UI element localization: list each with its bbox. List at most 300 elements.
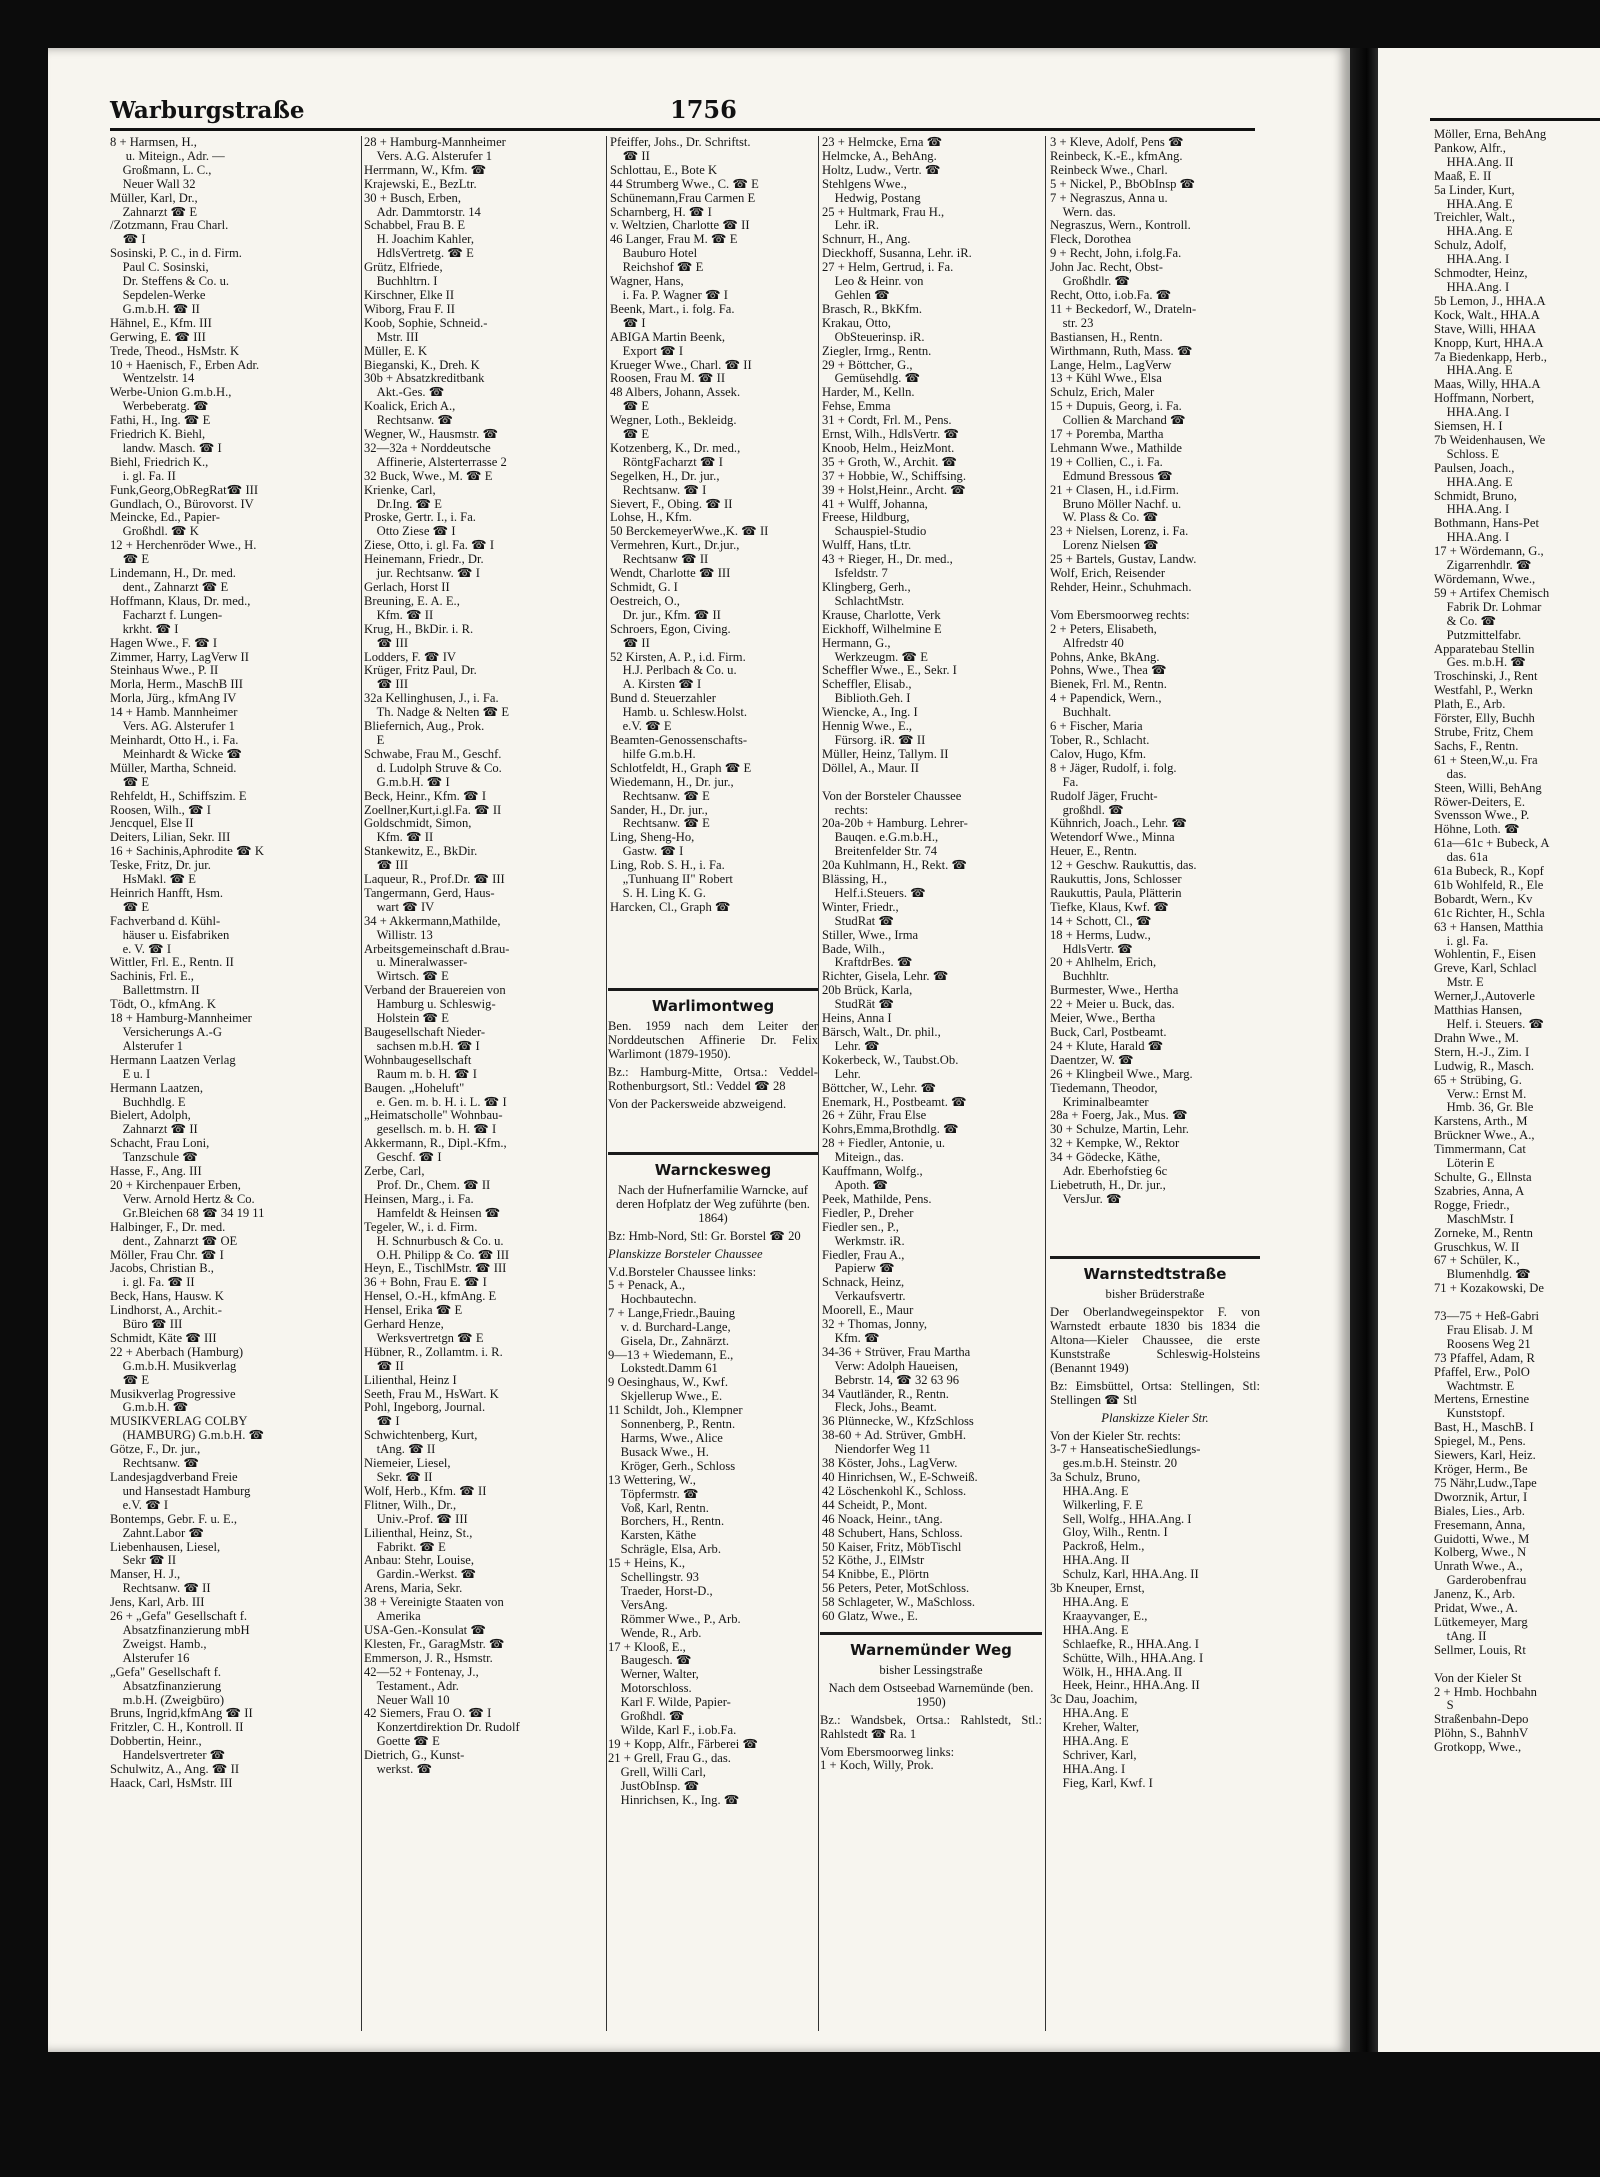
directory-entry: 12 + Herchenröder Wwe., H. <box>110 539 257 553</box>
directory-entry: Facharzt f. Lungen- <box>110 608 223 622</box>
directory-entry: Eickhoff, Wilhelmine E <box>822 622 942 636</box>
directory-entry: 28 + Fiedler, Antonie, u. <box>822 1137 946 1151</box>
directory-entry: Harms, Wwe., Alice <box>608 1431 723 1445</box>
directory-entry: Rechtsanw. ☎ <box>364 414 454 428</box>
directory-entry: Helf. i. Steuers. ☎ <box>1434 1018 1545 1031</box>
directory-entry: HHA.Ang. E <box>1050 1595 1129 1609</box>
directory-entry: SchlachtMstr. <box>822 594 905 608</box>
directory-entry: Werner, Walter, <box>608 1668 699 1682</box>
section-plan: Planskizze Kieler Str. <box>1101 1411 1209 1425</box>
directory-entry: dent., Zahnarzt ☎ OE <box>110 1234 238 1248</box>
directory-entry: Manser, H. J., <box>110 1568 181 1582</box>
directory-column-2 <box>364 136 604 2036</box>
directory-entry: Tober, R., Schlacht. <box>1050 733 1150 747</box>
directory-entry: VersJur. ☎ <box>1050 1192 1122 1206</box>
directory-entry: Apparatebau Stellin <box>1434 642 1535 656</box>
directory-entry: 32 Buck, Wwe., M. ☎ E <box>364 469 493 483</box>
directory-entry: Krajewski, E., BezLtr. <box>364 177 477 191</box>
directory-entry: Kfm. ☎ II <box>364 831 434 845</box>
directory-entry: Baugesellschaft Nieder- <box>364 1026 486 1039</box>
directory-entry: Rechtsanw. ☎ E <box>610 789 710 803</box>
directory-entry: ABIGA Martin Beenk, <box>610 330 726 344</box>
directory-entry: Motorschloss. <box>608 1682 692 1696</box>
directory-entry: Mertens, Ernestine <box>1434 1393 1530 1407</box>
directory-entry: 58 Schlageter, W., MaSchloss. <box>822 1596 976 1610</box>
directory-entry: 9 + Recht, John, i.folg.Fa. <box>1050 247 1182 261</box>
directory-entry: ☎ III <box>364 636 409 650</box>
section-entries <box>608 1279 818 1807</box>
directory-entry: Geschf. ☎ I <box>364 1151 442 1165</box>
directory-entry: Niendorfer Weg 11 <box>822 1443 931 1457</box>
directory-entry: Zigarrenhdlr. ☎ <box>1434 559 1532 573</box>
directory-entry: Raukuttis, Paula, Plätterin <box>1050 886 1182 900</box>
directory-entry: H. Joachim Kahler, <box>364 233 475 247</box>
directory-entry: Lütkemeyer, Marg <box>1434 1615 1528 1629</box>
directory-entry: Dworznik, Artur, I <box>1434 1490 1528 1504</box>
directory-entry: Wende, R., Arb. <box>608 1626 702 1640</box>
directory-entry: Janenz, K., Arb. <box>1434 1588 1516 1602</box>
directory-entry: Ziese, Otto, i. gl. Fa. ☎ I <box>364 539 495 553</box>
directory-entry: Hennig Wwe., E., <box>822 720 913 734</box>
directory-entry: Müller, Martha, Schneid. <box>110 761 237 775</box>
directory-entry: Miteign., das. <box>822 1151 904 1165</box>
directory-entry: str. 23 <box>1050 316 1094 330</box>
directory-entry: Fachverband d. Kühl- <box>110 914 221 928</box>
directory-entry: Ziegler, Irmg., Rentn. <box>822 344 932 358</box>
directory-entry: /Zotzmann, Frau Charl. <box>110 219 229 233</box>
directory-entry: Bobardt, Wern., Kv <box>1434 892 1533 906</box>
directory-entry: Tödt, O., kfmAng. K <box>110 998 216 1012</box>
directory-entry: 32 + Thomas, Jonny, <box>822 1318 928 1332</box>
directory-entry: Lange, Helm., LagVerw <box>1050 358 1172 372</box>
directory-entry: Hamb. u. Schlesw.Holst. <box>610 706 748 720</box>
directory-entry: Gundlach, O., Bürovorst. IV <box>110 497 254 511</box>
directory-entry: Kröger, Gerh., Schloss <box>608 1459 736 1473</box>
directory-entry: Arbeitsgemeinschaft d.Brau- <box>364 942 510 956</box>
directory-entry: Müller, E. K <box>364 344 428 358</box>
directory-entry: werkst. ☎ <box>364 1763 433 1777</box>
directory-entry: Fiedler, Frau A., <box>822 1248 905 1262</box>
directory-entry: 22 + Meier u. Buck, das. <box>1050 998 1175 1012</box>
directory-entry: 61c Richter, H., Schla <box>1434 906 1545 920</box>
directory-entry: Schnurr, H., Ang. <box>822 233 911 247</box>
directory-entry: 42—52 + Fontenay, J., <box>364 1665 479 1679</box>
directory-entry: Bast, H., MaschB. I <box>1434 1421 1534 1435</box>
directory-entry: Liebetruth, H., Dr. jur., <box>1050 1178 1166 1192</box>
column-rule <box>606 136 607 2031</box>
directory-entry: Collien & Marchand ☎ <box>1050 414 1186 428</box>
directory-entry: Holtz, Ludw., Vertr. ☎ <box>822 163 941 177</box>
directory-entry: Harder, M., Kelln. <box>822 386 915 400</box>
directory-entry: Th. Nadge & Nelten ☎ E <box>364 706 510 720</box>
directory-entry: Höhne, Loth. ☎ <box>1434 823 1520 837</box>
directory-entry: O.H. Philipp & Co. ☎ III <box>364 1248 510 1262</box>
directory-entry: Zimmer, Harry, LagVerw II <box>110 650 249 664</box>
directory-entry: USA-Gen.-Konsulat ☎ <box>364 1623 487 1637</box>
directory-entry: Vers. AG. Alsterufer 1 <box>110 720 235 734</box>
directory-entry: 27 + Helm, Gertrud, i. Fa. <box>822 261 954 275</box>
directory-entry: Biales, Lies., Arb. <box>1434 1504 1525 1518</box>
directory-entry: H.J. Perlbach & Co. u. <box>610 664 737 678</box>
directory-entry: Buchhalt. <box>1050 706 1112 720</box>
directory-entry: Spiegel, M., Pens. <box>1434 1435 1526 1449</box>
directory-entry: Treichler, Walt., <box>1434 211 1516 225</box>
directory-entry: Zoellner,Kurt,i.gl.Fa. ☎ II <box>364 803 502 817</box>
directory-entry: 31 + Cordt, Frl. M., Pens. <box>822 414 952 428</box>
directory-entry: Blässing, H., <box>822 873 888 887</box>
directory-entry: Zweigst. Hamb., <box>110 1637 207 1651</box>
directory-entry: Rechtsanw. ☎ E <box>610 817 710 831</box>
directory-entry: 20 + Kirchenpauer Erben, <box>110 1178 241 1192</box>
directory-entry: tAng. ☎ II <box>364 1443 436 1457</box>
directory-entry: Buchhdlg. E <box>110 1095 186 1109</box>
directory-entry: Sosinski, P. C., in d. Firm. <box>110 247 242 261</box>
directory-entry: Krüger, Fritz Paul, Dr. <box>364 664 477 678</box>
directory-entry: KraftdrBes. ☎ <box>822 956 913 970</box>
directory-entry: 30 + Busch, Erben, <box>364 191 461 205</box>
directory-entry: ☎ II <box>610 636 650 650</box>
directory-entry: Heinrich Hanfft, Hsm. <box>110 886 224 900</box>
directory-entry: 48 Schubert, Hans, Schloss. <box>822 1526 963 1540</box>
directory-entry: Mstr. III <box>364 330 419 344</box>
directory-entry: 7 + Lange,Friedr.,Bauing <box>608 1306 736 1320</box>
directory-entry: Wohlentin, F., Eisen <box>1434 948 1536 962</box>
directory-entry: Garderobenfrau <box>1434 1574 1527 1588</box>
directory-entry: 9—13 + Wiedemann, E., <box>608 1348 734 1362</box>
directory-entry: Lilienthal, Heinz, St., <box>364 1526 473 1540</box>
directory-entry: Knoob, Helm., HeizMont. <box>822 441 955 455</box>
directory-entry: Kohrs,Emma,Brothdlg. ☎ <box>822 1123 959 1137</box>
directory-entry: Edmund Bressous ☎ <box>1050 469 1173 483</box>
directory-entry: Matthias Hansen, <box>1434 1004 1523 1018</box>
directory-entry: 24 + Klute, Harald ☎ <box>1050 1039 1164 1053</box>
directory-entry: Pfeiffer, Johs., Dr. Schriftst. <box>610 136 751 149</box>
directory-entry: Jens, Karl, Arb. III <box>110 1596 205 1610</box>
directory-entry: Bielert, Adolph, <box>110 1109 191 1123</box>
directory-entry: Vom Ebersmoorweg rechts: <box>1050 608 1190 622</box>
section-note: Von der Packersweide abzweigend. <box>608 1097 787 1111</box>
directory-entry: Papierw ☎ <box>822 1262 895 1276</box>
directory-entry: Schellingstr. 93 <box>608 1571 699 1585</box>
directory-entry: 60 Glatz, Wwe., E. <box>822 1610 918 1624</box>
directory-entry: Willistr. 13 <box>364 928 433 942</box>
section-entries <box>1050 1443 1260 1791</box>
directory-entry: Ling, Rob. S. H., i. Fa. <box>610 859 725 873</box>
directory-entry: Möller, Erna, BehAng <box>1434 128 1547 141</box>
section-meta: Bz: Hmb-Nord, Stl: Gr. Borstel ☎ 20 <box>608 1229 801 1243</box>
directory-entry: ☎ E <box>110 553 150 567</box>
directory-entry: Hermann Laatzen, <box>110 1081 204 1095</box>
directory-entry: Kolberg, Wwe., N <box>1434 1546 1527 1560</box>
directory-entry: HHA.Ang. I <box>1434 253 1510 267</box>
directory-entry: W. Plass & Co. ☎ <box>1050 511 1159 525</box>
directory-entry: Leo & Heinr. von <box>822 275 924 289</box>
directory-entry: Lilienthal, Heinz I <box>364 1373 457 1387</box>
directory-entry: Beamten-Genossenschafts- <box>610 733 748 747</box>
directory-entry: Zorneke, M., Rentn <box>1434 1226 1533 1240</box>
directory-entry: Siemsen, H. I <box>1434 420 1503 434</box>
directory-entry: Buchhltrn. I <box>364 275 438 289</box>
directory-entry: Gr.Bleichen 68 ☎ 34 19 11 <box>110 1206 265 1220</box>
directory-entry: Hermann Laatzen Verlag <box>110 1053 236 1067</box>
directory-entry: ☎ I <box>610 316 646 330</box>
section-description: Der Oberlandwegeinspektor F. von Warnstedt erbaute 1830 bis 1834 die Altona—Kieler Chaussee, die erste Kunststraße Schleswig-Holsteins (Benannt 1949) <box>1050 1305 1260 1375</box>
directory-entry: Roosen, Wilh., ☎ I <box>110 803 212 817</box>
section-title: Warnstedtstraße <box>1083 1265 1227 1283</box>
directory-entry: RöntgFacharzt ☎ I <box>610 455 723 469</box>
section-description: Nach der Hufnerfamilie Warncke, auf deren Hofplatz der Weg zuführte (ben. 1864) <box>616 1183 810 1225</box>
directory-entry: 34 + Akkermann,Mathilde, <box>364 914 501 928</box>
directory-entry: Bauburo Hotel <box>610 247 698 261</box>
directory-entry: großhdl. ☎ <box>1050 803 1124 817</box>
directory-column-5 <box>1050 136 1260 1246</box>
directory-entry: „Heimatscholle" Wohnbau- <box>364 1109 503 1123</box>
directory-entry: Karl F. Wilde, Papier- <box>608 1696 731 1710</box>
directory-entry: 32a Kellinghusen, J., i. Fa. <box>364 692 499 706</box>
directory-entry: Absatzfinanzierung <box>110 1679 222 1693</box>
directory-entry: Lehr. <box>822 1067 861 1081</box>
directory-entry: Ballettmstrn. II <box>110 984 200 998</box>
directory-entry: 52 Kirsten, A. P., i.d. Firm. <box>610 650 746 664</box>
directory-entry: Teske, Fritz, Dr. jur. <box>110 859 211 873</box>
directory-entry: Schulz, Karl, HHA.Ang. II <box>1050 1568 1199 1582</box>
directory-entry: Brückner Wwe., A., <box>1434 1129 1535 1143</box>
directory-entry: 18 + Hamburg-Mannheimer <box>110 1012 252 1026</box>
directory-entry: Fieg, Karl, Kwf. I <box>1050 1776 1153 1790</box>
directory-entry: 5b Lemon, J., HHA.A <box>1434 294 1546 308</box>
directory-entry: 23 + Helmcke, Erna ☎ <box>822 136 943 149</box>
directory-entry: Alfredstr 40 <box>1050 636 1124 650</box>
directory-entry: v. d. Burchard-Lange, <box>608 1320 731 1334</box>
directory-entry: Großmann, L. C., <box>110 163 212 177</box>
directory-entry: 26 + Klingbeil Wwe., Marg. <box>1050 1067 1193 1081</box>
directory-entry: Packroß, Helm., <box>1050 1540 1145 1554</box>
directory-entry: 28 + Hamburg-Mannheimer <box>364 136 506 149</box>
directory-entry: 34 Vautländer, R., Rentn. <box>822 1387 949 1401</box>
directory-entry: Freese, Hildburg, <box>822 511 910 525</box>
directory-column-4 <box>822 136 1044 1626</box>
directory-entry: Helmcke, A., BehAng. <box>822 149 937 163</box>
directory-entry: Schulwitz, A., Ang. ☎ II <box>110 1763 240 1777</box>
directory-entry: HdlsVertretg. ☎ E <box>364 247 474 261</box>
directory-entry: 28a + Foerg, Jak., Mus. ☎ <box>1050 1109 1188 1123</box>
directory-entry: Hoffmann, Klaus, Dr. med., <box>110 594 251 608</box>
directory-entry: 54 Knibbe, E., Plörtn <box>822 1568 930 1582</box>
directory-entry: 61 + Steen,W.,u. Fra <box>1434 753 1538 767</box>
section-title: Warnckesweg <box>654 1161 772 1179</box>
directory-entry: Wolf, Erich, Reisender <box>1050 567 1166 581</box>
directory-entry: Schulz, Erich, Maler <box>1050 386 1155 400</box>
directory-entry: HHA.Ang. E <box>1050 1707 1129 1721</box>
directory-entry: 56 Peters, Peter, MotSchloss. <box>822 1582 970 1596</box>
directory-entry: Stehlgens Wwe., <box>822 177 907 191</box>
directory-entry: Otto Ziese ☎ I <box>364 525 456 539</box>
page-number: 1756 <box>670 95 737 124</box>
directory-entry: 50 Kaiser, Fritz, MöbTischl <box>822 1540 962 1554</box>
directory-entry: Bliefernich, Aug., Prok. <box>364 720 485 734</box>
directory-entry: 75 Nähr,Ludw.,Tape <box>1434 1476 1537 1490</box>
directory-entry: Hedwig, Postang <box>822 191 921 205</box>
directory-entry: 15 + Dupuis, Georg, i. Fa. <box>1050 400 1182 414</box>
directory-entry: Wagner, Hans, <box>610 275 684 289</box>
directory-entry: Heuer, E., Rentn. <box>1050 845 1137 859</box>
directory-entry: Rechtsanw. ☎ II <box>110 1582 211 1596</box>
directory-entry: Hensel, Erika ☎ E <box>364 1304 463 1318</box>
directory-entry: Jencquel, Else II <box>110 817 194 831</box>
directory-entry: 7 + Negraszus, Anna u. <box>1050 191 1168 205</box>
directory-entry: HHA.Ang. II <box>1050 1554 1130 1568</box>
directory-entry: Maas, Willy, HHA.A <box>1434 378 1541 392</box>
directory-entry: 34 + Gödecke, Käthe, <box>1050 1151 1161 1165</box>
directory-entry: tAng. II <box>1434 1629 1487 1643</box>
directory-entry: Hmb. 36, Gr. Ble <box>1434 1101 1534 1115</box>
directory-entry: A. Kirsten ☎ I <box>610 678 702 692</box>
directory-entry: ☎ III <box>364 859 409 873</box>
directory-entry <box>822 776 1044 790</box>
directory-entry: 63 + Hansen, Matthia <box>1434 920 1544 934</box>
directory-entry: Wilkerling, F. E <box>1050 1498 1143 1512</box>
directory-entry: Konzertdirektion Dr. Rudolf <box>364 1721 520 1735</box>
directory-entry: 13 + Kühl Wwe., Elsa <box>1050 372 1162 386</box>
directory-entry: 67 + Schüler, K., <box>1434 1254 1520 1268</box>
directory-entry: Fleck, Johs., Beamt. <box>822 1401 937 1415</box>
directory-entry: „Gefa" Gesellschaft f. <box>110 1665 222 1679</box>
directory-entry: 65 + Strübing, G. <box>1434 1073 1522 1087</box>
directory-entry: ☎ E <box>110 1373 150 1387</box>
section-warnstedtstrasse <box>1050 1256 1260 1791</box>
directory-entry: das. <box>1434 767 1467 781</box>
directory-entry: Anbau: Stehr, Louise, <box>364 1554 475 1568</box>
directory-entry: ☎ I <box>110 233 146 247</box>
directory-entry: Werkzeugm. ☎ E <box>822 650 928 664</box>
directory-entry <box>1050 595 1260 609</box>
directory-entry: ☎ II <box>610 149 650 163</box>
directory-entry: Trede, Theod., HsMstr. K <box>110 344 240 358</box>
right-header-rule <box>1430 118 1600 121</box>
column-rule <box>361 136 362 2031</box>
directory-entry: Hamfeldt & Heinsen ☎ <box>364 1206 501 1220</box>
directory-entry: Klesten, Fr., GaragMstr. ☎ <box>364 1637 505 1651</box>
directory-entry: Hübner, R., Zollamtm. i. R. <box>364 1345 503 1359</box>
directory-entry: Gerwing, E. ☎ III <box>110 330 206 344</box>
directory-entry: Gerlach, Horst II <box>364 581 450 594</box>
directory-entry: hilfe G.m.b.H. <box>610 747 696 761</box>
directory-entry: ☎ E <box>110 775 150 789</box>
directory-entry: 30b + Absatzkreditbank <box>364 372 485 386</box>
directory-entry: Von der Kieler St <box>1434 1671 1522 1685</box>
directory-entry: Zahnarzt ☎ II <box>110 1123 198 1137</box>
directory-entry: Borchers, H., Rentn. <box>608 1515 725 1529</box>
directory-entry: Wiborg, Frau F. II <box>364 302 455 316</box>
directory-entry: 36 + Bohn, Frau E. ☎ I <box>364 1276 487 1290</box>
directory-entry: 35 + Groth, W., Archit. ☎ <box>822 455 958 469</box>
directory-entry: 7b Weidenhausen, We <box>1434 433 1546 447</box>
directory-entry: Grell, Willi Carl, <box>608 1765 706 1779</box>
directory-entry: Scheffler Wwe., E., Sekr. I <box>822 664 957 678</box>
directory-entry: Pfaffel, Erw., PolO <box>1434 1365 1530 1379</box>
directory-entry: Rehfeldt, H., Schiffszim. E <box>110 789 247 803</box>
directory-entry: Stave, Willi, HHAA <box>1434 322 1537 336</box>
directory-entry: Werkmstr. iR. <box>822 1234 905 1248</box>
directory-entry: HHA.Ang. E <box>1434 225 1513 239</box>
directory-entry: Proske, Gertr. I., i. Fa. <box>364 511 476 525</box>
directory-entry: landw. Masch. ☎ I <box>110 441 222 455</box>
directory-entry: Müller, Heinz, Tallym. II <box>822 747 949 761</box>
directory-entry: ☎ E <box>610 400 650 414</box>
column-rule <box>818 136 819 2031</box>
directory-entry: Fürsorg. iR. ☎ II <box>822 733 926 747</box>
section-title: Warlimontweg <box>651 997 775 1015</box>
directory-entry: 2 + Peters, Elisabeth, <box>1050 622 1157 636</box>
directory-entry: Univ.-Prof. ☎ III <box>364 1512 468 1526</box>
directory-entry: 73—75 + Heß-Gabri <box>1434 1310 1540 1324</box>
directory-entry: Kock, Walt., HHA.A <box>1434 308 1540 322</box>
directory-entry: Morla, Jürg., kfmAng IV <box>110 692 237 706</box>
directory-entry: Holstein ☎ E <box>364 1012 449 1026</box>
directory-entry: Schabbel, Frau B. E <box>364 219 466 233</box>
directory-entry: 3 + Kleve, Adolf, Pens ☎ <box>1050 136 1184 149</box>
directory-entry: Troschinski, J., Rent <box>1434 670 1538 684</box>
directory-entry: Hinrichsen, K., Ing. ☎ <box>608 1793 740 1807</box>
directory-entry: Busack Wwe., H. <box>608 1445 709 1459</box>
directory-entry: Burmester, Wwe., Hertha <box>1050 984 1179 998</box>
section-warnemuender-weg <box>820 1632 1042 1773</box>
directory-entry: Harcken, Cl., Graph ☎ <box>610 900 731 914</box>
directory-entry: Knopp, Kurt, HHA.A <box>1434 336 1544 350</box>
directory-entry: Dietrich, G., Kunst- <box>364 1749 465 1763</box>
directory-entry: Oestreich, O., <box>610 594 680 608</box>
directory-entry: Paulsen, Joach., <box>1434 461 1515 475</box>
directory-entry: Lohse, H., Kfm. <box>610 511 692 525</box>
directory-entry: Dr.Ing. ☎ E <box>364 497 442 511</box>
directory-entry: 5 + Penack, A., <box>608 1279 686 1292</box>
directory-entry: Amerika <box>364 1610 421 1624</box>
directory-entry: Schmidt, Bruno, <box>1434 489 1517 503</box>
directory-entry: 38 Köster, Johs., LagVerw. <box>822 1457 958 1471</box>
directory-entry: Zahnarzt ☎ E <box>110 205 198 219</box>
directory-entry: 19 + Collien, C., i. Fa. <box>1050 455 1163 469</box>
directory-entry: 20b Brück, Karla, <box>822 984 913 998</box>
directory-entry: Wirthmann, Ruth, Mass. ☎ <box>1050 344 1193 358</box>
directory-entry: 6 + Fischer, Maria <box>1050 720 1143 734</box>
directory-entry: Klingberg, Gerh., <box>822 581 911 594</box>
directory-entry: Adr. Eberhofstieg 6c <box>1050 1165 1168 1179</box>
directory-entry: Negraszus, Wern., Kontroll. <box>1050 219 1191 233</box>
directory-entry: Wentzelstr. 14 <box>110 372 195 386</box>
directory-entry: Schwabe, Frau M., Geschf. <box>364 747 502 761</box>
directory-entry: 14 + Schott, Cl., ☎ <box>1050 914 1152 928</box>
directory-entry: Fritzler, C. H., Kontroll. II <box>110 1721 244 1735</box>
directory-entry: Sekr. ☎ II <box>364 1471 433 1484</box>
directory-entry: HHA.Ang. E <box>1050 1735 1129 1749</box>
directory-entry: Rogge, Friedr., <box>1434 1198 1510 1212</box>
directory-entry: Römmer Wwe., P., Arb. <box>608 1612 741 1626</box>
directory-entry: 8 + Harmsen, H., <box>110 136 197 149</box>
directory-entry: gesellsch. m. b. H. ☎ I <box>364 1123 497 1137</box>
directory-entry: ☎ E <box>110 900 150 914</box>
directory-entry: e.V. ☎ I <box>110 1498 169 1512</box>
directory-entry: 61a—61c + Bubeck, A <box>1434 837 1550 851</box>
directory-entry: Adr. Dammtorstr. 14 <box>364 205 481 219</box>
header-rule <box>110 128 1255 131</box>
directory-entry: StudRät ☎ <box>822 998 895 1012</box>
directory-entry: Testament., Adr. <box>364 1679 459 1693</box>
directory-entry: e. Gen. m. b. H. i. L. ☎ I <box>364 1095 507 1109</box>
directory-entry: 30 + Schulze, Martin, Lehr. <box>1050 1123 1189 1137</box>
directory-entry: 3c Dau, Joachim, <box>1050 1693 1138 1707</box>
directory-entry: Krug, H., BkDir. i. R. <box>364 622 474 636</box>
directory-entry: Goette ☎ E <box>364 1735 440 1749</box>
